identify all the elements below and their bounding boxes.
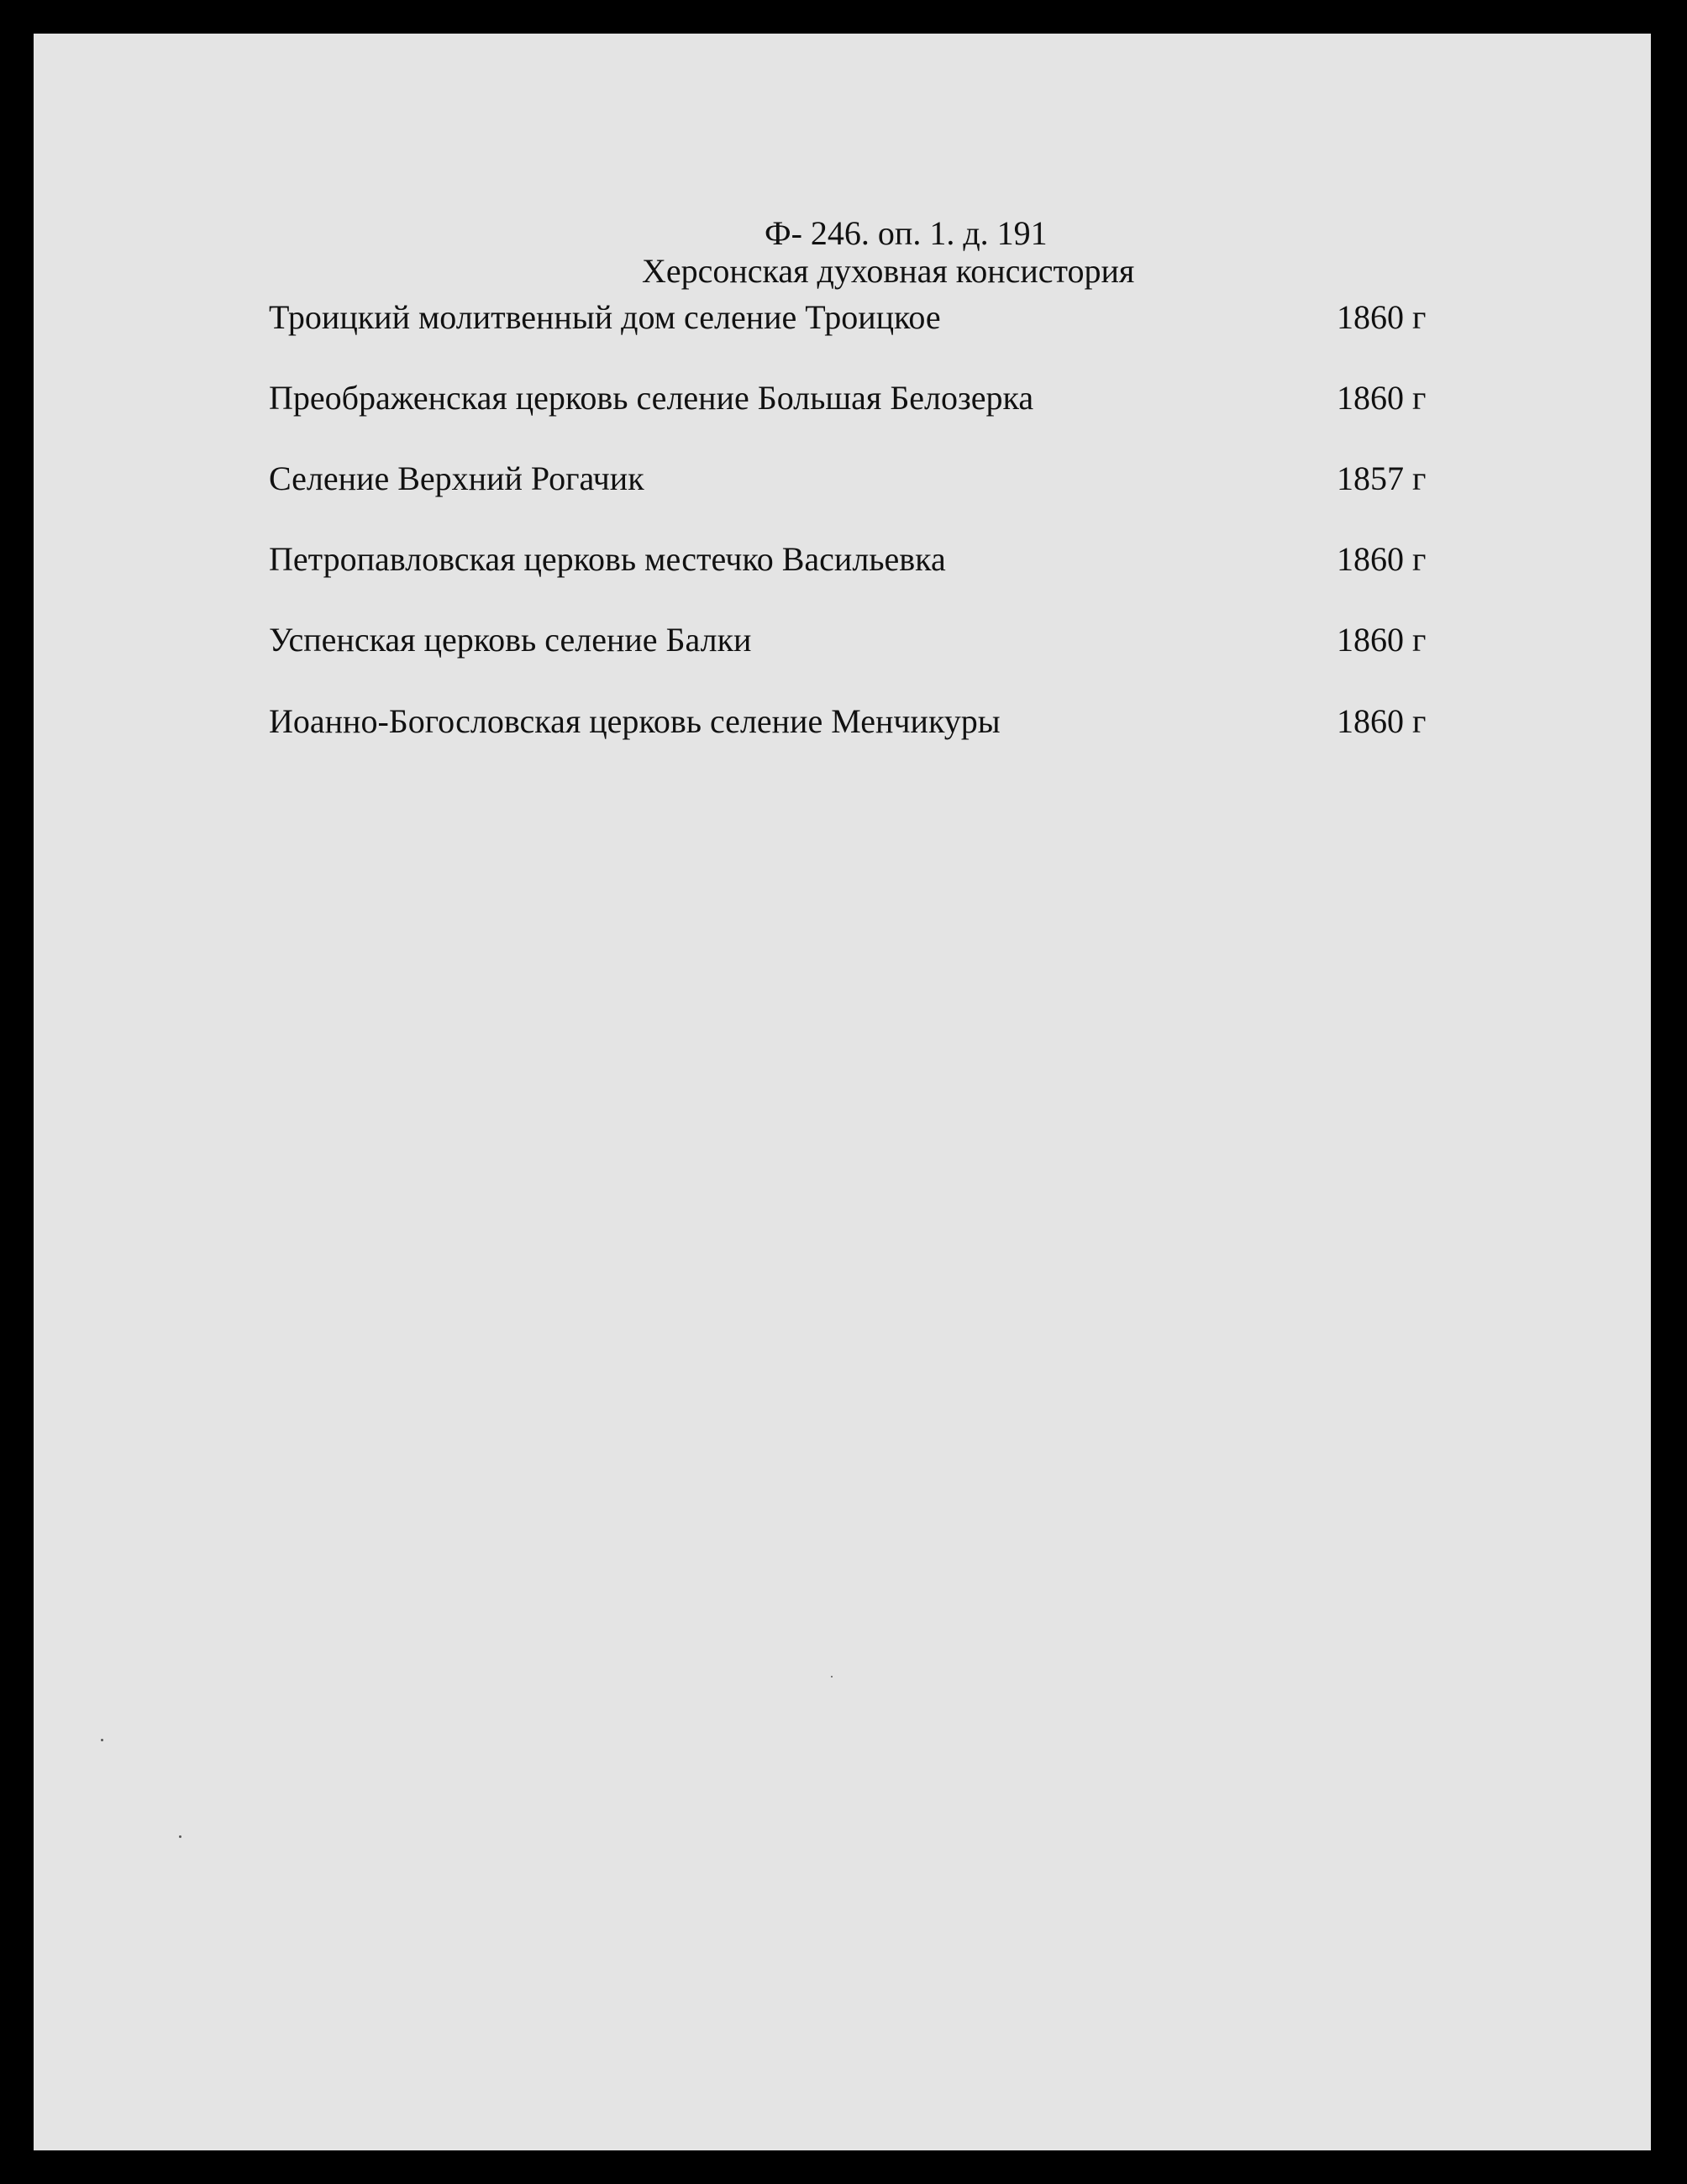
entry-name: Преображенская церковь селение Большая Белозерка [269,379,1034,417]
entry-name: Успенская церковь селение Балки [269,621,752,659]
entry-list [34,34,1651,2150]
entry-year: 1860 г [1337,702,1427,740]
entry-year: 1860 г [1337,621,1427,659]
entry-year: 1857 г [1337,459,1427,497]
scan-speck [179,1835,181,1838]
organization-name: Херсонская духовная консистория [642,252,1135,290]
list-item [269,459,1462,512]
archive-reference: Ф- 246. оп. 1. д. 191 [765,214,1048,252]
entry-name: Петропавловская церковь местечко Васильевка [269,540,946,578]
entry-name: Селение Верхний Рогачик [269,459,644,497]
document-page [34,34,1651,2150]
entry-year: 1860 г [1337,298,1427,336]
list-item [269,298,1462,351]
list-item [269,540,1462,593]
scan-speck [101,1739,103,1741]
entry-year: 1860 г [1337,379,1427,417]
list-item [269,623,1462,674]
list-item [269,381,1462,432]
scan-speck [831,1676,833,1677]
list-item [269,702,1462,755]
entry-name: Иоанно-Богословская церковь селение Менчикуры [269,702,1001,740]
entry-name: Троицкий молитвенный дом селение Троицкое [269,298,941,336]
entry-year: 1860 г [1337,540,1427,578]
